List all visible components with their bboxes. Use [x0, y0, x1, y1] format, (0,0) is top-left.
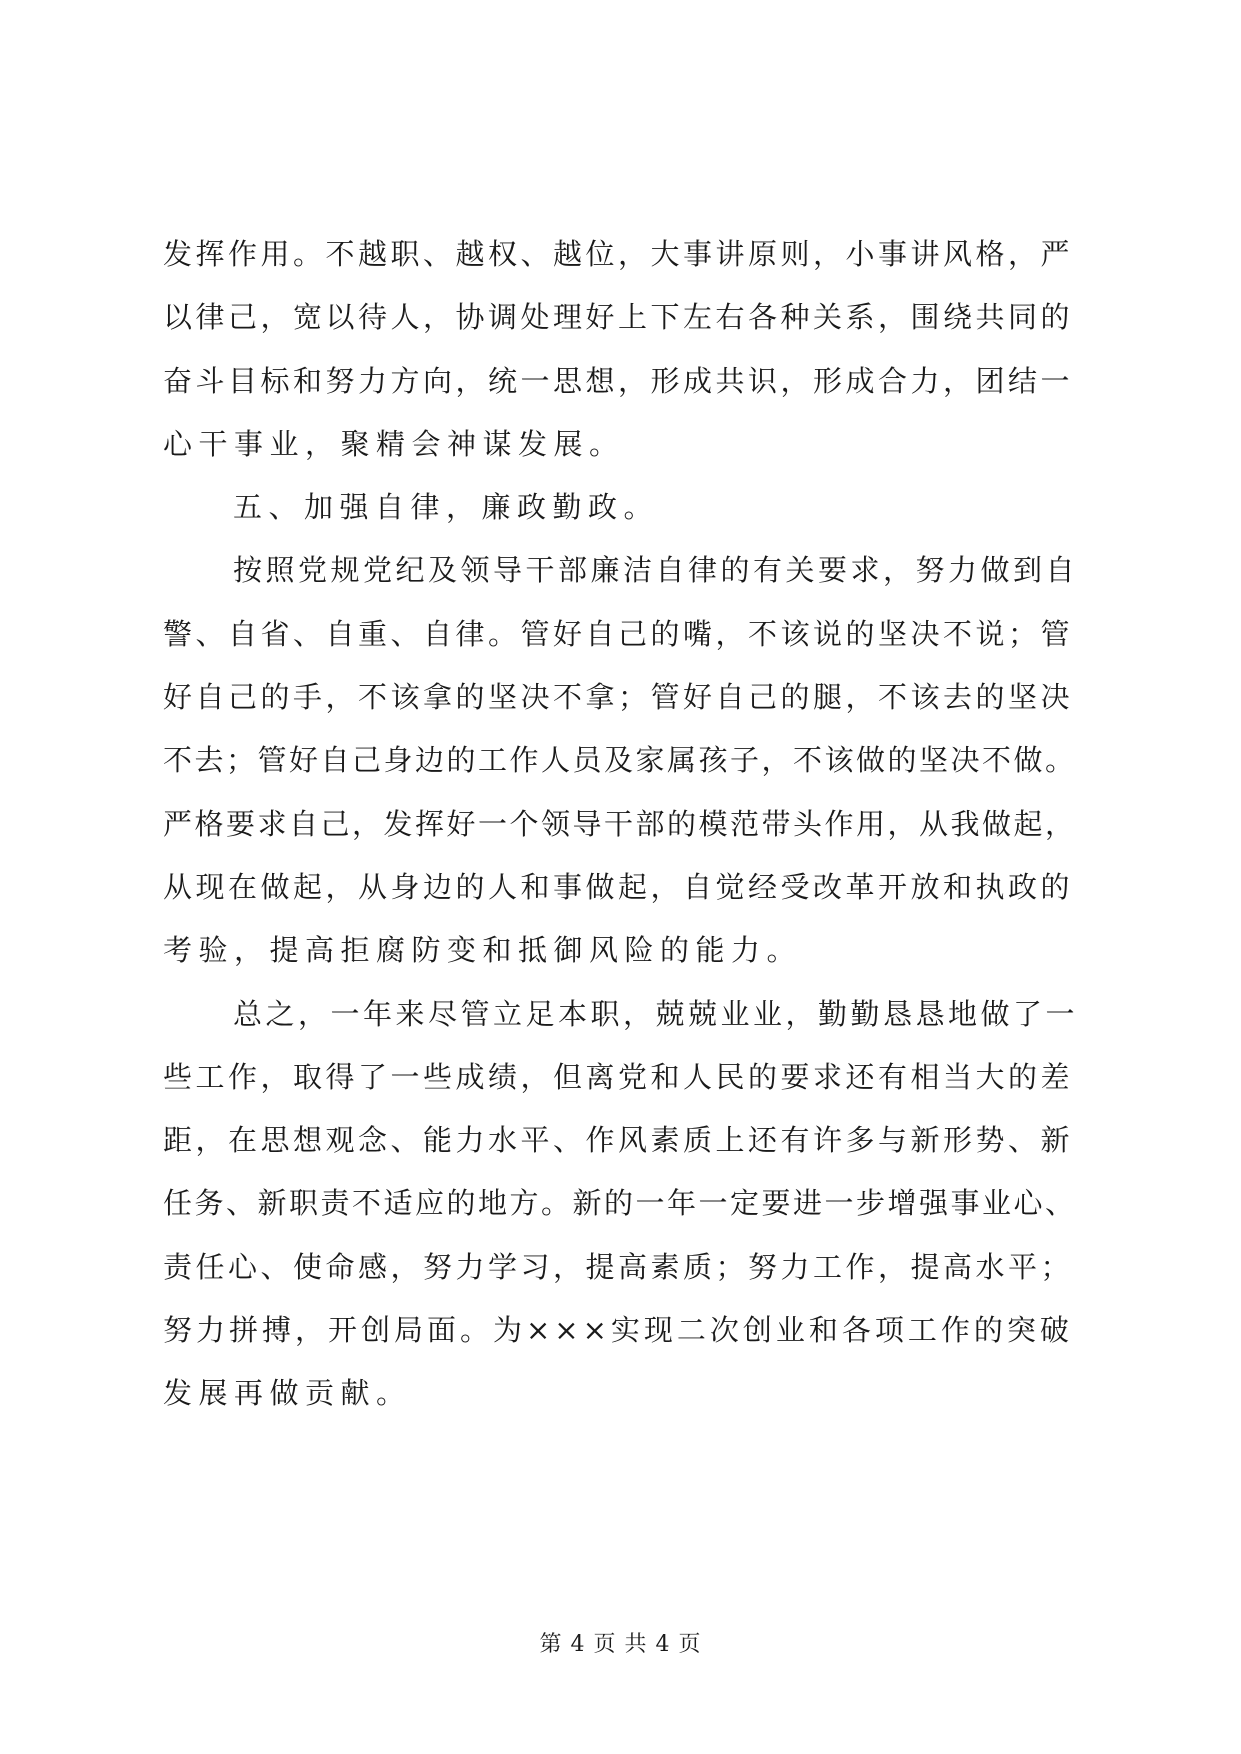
text-line: 距，在思想观念、能力水平、作风素质上还有许多与新形势、新 — [163, 1123, 1074, 1158]
text-line: 好自己的手，不该拿的坚决不拿；管好自己的腿，不该去的坚决 — [163, 680, 1074, 715]
text-line: 发展再做贡献。 — [163, 1376, 412, 1411]
text-line: 总之，一年来尽管立足本职，兢兢业业，勤勤恳恳地做了一 — [233, 996, 1079, 1031]
text-line: 考验，提高拒腐防变和抵御风险的能力。 — [163, 933, 803, 968]
text-line: 心干事业，聚精会神谋发展。 — [163, 426, 625, 461]
text-line: 努力拼搏，开创局面。为×××实现二次创业和各项工作的突破 — [163, 1313, 1073, 1348]
text-line: 发挥作用。不越职、越权、越位，大事讲原则，小事讲风格，严 — [163, 237, 1074, 271]
page-number-footer: 第 4 页 共 4 页 — [539, 1632, 702, 1657]
text-line: 些工作，取得了一些成绩，但离党和人民的要求还有相当大的差 — [163, 1059, 1074, 1094]
text-line: 从现在做起，从身边的人和事做起，自觉经受改革开放和执政的 — [163, 869, 1074, 904]
text-line: 任务、新职责不适应的地方。新的一年一定要进一步增强事业心、 — [163, 1186, 1077, 1221]
text-line: 不去；管好自己身边的工作人员及家属孩子，不该做的坚决不做。 — [163, 743, 1077, 778]
text-line: 警、自省、自重、自律。管好自己的嘴，不该说的坚决不说；管 — [163, 616, 1074, 651]
text-line: 严格要求自己，发挥好一个领导干部的模范带头作用，从我做起， — [163, 806, 1077, 841]
text-line: 以律己，宽以待人，协调处理好上下左右各种关系，围绕共同的 — [163, 300, 1074, 335]
text-line: 责任心、使命感，努力学习，提高素质；努力工作，提高水平； — [163, 1249, 1074, 1284]
text-line: 奋斗目标和努力方向，统一思想，形成共识，形成合力，团结一 — [163, 363, 1074, 398]
document-body — [163, 223, 1078, 1426]
text-line: 五、加强自律，廉政勤政。 — [233, 490, 660, 525]
text-line: 按照党规党纪及领导干部廉洁自律的有关要求，努力做到自 — [233, 553, 1079, 588]
